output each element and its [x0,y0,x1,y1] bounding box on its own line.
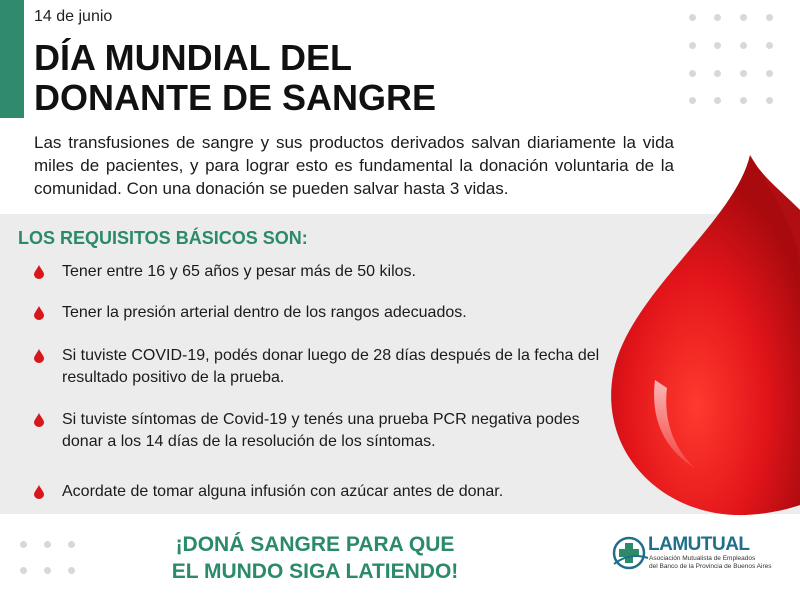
title-line-1: DÍA MUNDIAL DEL [34,37,352,78]
blood-drop-icon [34,485,44,499]
date-label: 14 de junio [34,8,113,25]
blood-drop-icon [34,306,44,320]
logo-name: LAMUTUAL [648,534,750,555]
slogan [130,531,500,585]
slogan-line-1: ¡DONÁ SANGRE PARA QUE [175,533,455,556]
accent-bar [0,0,24,118]
intro-paragraph: Las transfusiones de sangre y sus productos derivados salvan diariamente la vida miles de pacientes, y para lograr esto es fundamental la donación voluntaria de la comunidad. Con una donación se pueden salvar hasta 3 vidas. [34,133,674,198]
logo-subtitle [649,555,794,571]
blood-drop-icon [34,265,44,279]
logo-subtitle-line-1: Asociación Mutualista de Empleados [649,555,756,562]
lamutual-logo [612,534,792,578]
large-blood-drop [545,150,800,520]
requirement-text: Tener entre 16 y 65 años y pesar más de 50 kilos. [62,263,416,280]
blood-drop-icon [34,349,44,363]
blood-drop-icon [34,413,44,427]
requirements-heading: LOS REQUISITOS BÁSICOS SON: [18,228,308,248]
requirement-text: Si tuviste COVID-19, podés donar luego de 28 días después de la fecha del resultado positivo de la prueba. [62,347,600,386]
requirement-text: Acordate de tomar alguna infusión con azúcar antes de donar. [62,483,504,500]
logo-subtitle-line-2: del Banco de la Provincia de Buenos Aires [649,563,772,570]
medical-cross-logo-icon [612,534,650,572]
page-title [34,38,436,118]
slogan-line-2: EL MUNDO SIGA LATIENDO! [171,560,459,583]
requirement-text: Tener la presión arterial dentro de los rangos adecuados. [62,304,467,321]
title-line-2: DONANTE DE SANGRE [34,77,437,118]
requirement-text: Si tuviste síntomas de Covid-19 y tenés una prueba PCR negativa podes donar a los 14 días de la resolución de los síntomas. [62,411,580,450]
